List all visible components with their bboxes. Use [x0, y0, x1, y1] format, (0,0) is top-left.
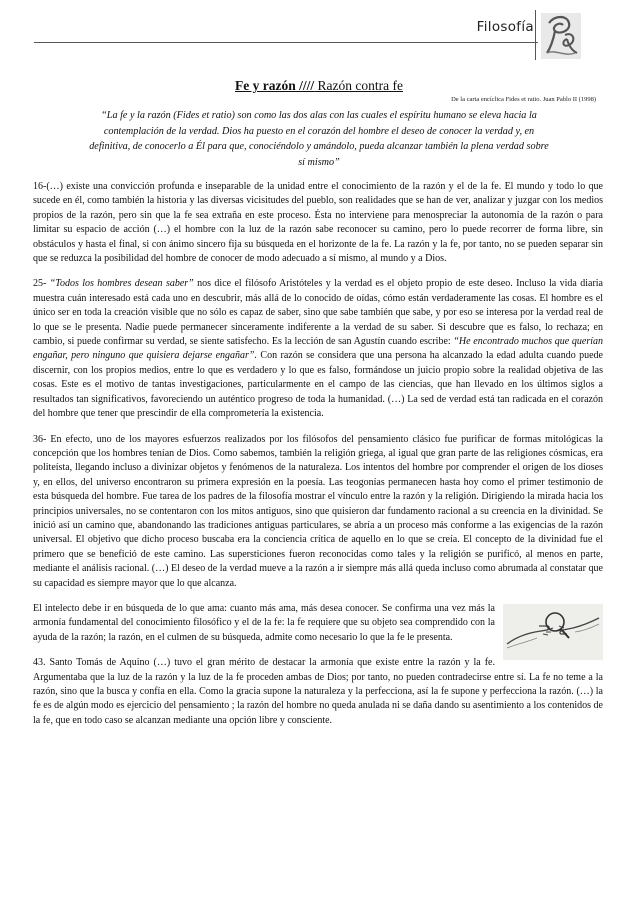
paragraph-25-text-a: nos dice el filósofo Aristóteles y la verdad es el objeto propio de este deseo. Incluso la vida diaria muestra cuán interesado está cada uno en descubrir, más allá de lo conocido de oídas, cómo están verdaderamente las cosas. El hombre es el único ser en toda la creación visible que no sólo es capaz de saber, sino que sabe también que sabe, y por eso se interesa por la verdad real de lo que se le presenta. Nadie puede permanecer sinceramente indiferente a la verdad de su saber. Si descubre que es falso, lo rechaza; en cambio, si puede confirmar su verdad, se siente satisfecho. Es la lección de san Agustín cuando escribe:: [33, 278, 603, 348]
source-citation: De la carta encíclica Fides et ratio. Juan Pablo II (1998): [451, 96, 596, 103]
header-divider: [535, 10, 536, 60]
aristotle-quote: “Todos los hombres desean saber”: [49, 278, 194, 290]
epigraph-quote: “La fe y la razón (Fides et ratio) son como las dos alas con las cuales el espíritu humano se eleva hacia la contemplación de la verdad. Dios ha puesto en el corazón del hombre el deseo de conocer la verdad y, en definitiva, de conocerlo a Él para que, conociéndolo y amándolo, pueda alcanzar también la plena verdad sobre sí mismo”: [89, 110, 549, 168]
paragraph-25: [33, 277, 603, 421]
paragraph-36: 36- En efecto, uno de los mayores esfuerzos realizados por los filósofos del pensamiento clásico fue purificar de formas mitológicas la concepción que los hombres tenían de Dios. Como sabemos, también la religión griega, al igual que gran parte de las religiones cósmicas, era politeísta, llegando incluso a divinizar objetos y fenómenos de la naturaleza. Los intentos del hombre por comprender el origen de los dioses y, en ellos, del universo encontraron su primera expresión en la poesía. Las teogonías permanecen hasta hoy como el primer testimonio de esta búsqueda del hombre. Fue tarea de los padres de la filosofía mostrar el vínculo entre la razón y la religión. Dirigiendo la mirada hacia los principios universales, no se contentaron con los mitos antiguos, sino que quisieron dar fundamento racional a su creencia en la divinidad. Se inició así un camino que, abandonando las tradiciones antiguas particulares, se abría a un proceso más conforme a las exigencias de la razón universal. El objetivo que dicho proceso buscaba era la conciencia crítica de aquello en lo que se creía. El concepto de la divinidad fue el primero que se benefició de este camino. Las supersticiones fueron reconocidas como tales y la religión se purificó, al menos en parte, mediante el análisis racional. (…) El deseo de la verdad mueve a la razón a ir siempre más allá queda incluso como abrumada al constatar que su capacidad es siempre mayor que lo que alcanza.: [33, 433, 603, 589]
title-bold-part: Fe y razón ////: [235, 78, 315, 93]
augustine-quote: “He encontrado muchos que querían engañar, pero ninguno que quisiera dejarse engañar”.: [33, 336, 603, 362]
document-body: [33, 180, 603, 739]
paragraph-16: 16-(…) existe una convicción profunda e inseparable de la unidad entre el conocimiento de la razón y el de la fe. El mundo y todo lo que sucede en él, como también la historia y las diversas vicisitudes del pueblo, son realidades que se han de ver, analizar y juzgar con los medios propios de la razón, pero sin que la fe sea extraña en este proceso. Ésta no interviene para menospreciar la autonomía de la razón o para limitar su espacio de acción (…) el hombre con la luz de la razón sabe reconocer su camino, pero lo puede recorrer de forma libre, sin obstáculos y hasta el final, si con ánimo sincero fija su búsqueda en el horizonte de la fe. La razón y la fe, por tanto, no se pueden separar sin que se reduzca la posibilidad del hombre de conocer de modo adecuado a sí mismo, al mundo y a Dios.: [33, 181, 603, 265]
page-header: [0, 0, 638, 62]
paragraph-25-number: 25-: [33, 278, 50, 290]
paragraph-43: 43. Santo Tomás de Aquino (…) tuvo el gran mérito de destacar la armonía que existe entre la razón y la fe. Argumentaba que la luz de la razón y la luz de la fe proceden ambas de Dios; por tanto, no pueden contradecirse entre sí. La fe no teme a la razón, sino que la busca y confía en ella. Como la gracia supone la naturaleza y la perfecciona, así la fe supone y perfecciona la razón. (…) la fe es de algún modo es ejercicio del pensamiento ; la razón del hombre no queda anulada ni se daña dando su asentimiento a los contenidos de la fe, que en todo caso se alcanzan mediante una opción libre y consciente.: [33, 657, 603, 726]
document-title: [0, 78, 638, 94]
intelecto-block: [33, 602, 603, 645]
section-title: Filosofía: [476, 19, 534, 35]
title-rest-part: Razón contra fe: [314, 78, 403, 93]
paragraph-25-text-b: Con razón se considera que una persona ha alcanzado la edad adulta cuando puede discernir, con los propios medios, entre lo que es verdadero y lo que es falso, formándose un juicio propio sobre la realidad objetiva de las cosas. Este es el motivo de tantas investigaciones, particularmente en el campo de las ciencias, que han llevado en los últimos siglos a resultados tan significativos, favoreciendo un auténtico progreso de toda la humanidad. (…) La sed de verdad está tan radicada en el corazón del hombre que tener que prescindir de ella comprometería la existencia.: [33, 350, 603, 420]
reaching-hands-creation-icon: [503, 604, 603, 660]
header-rule: [34, 42, 538, 43]
interlocking-script-monogram-icon: [541, 13, 581, 59]
paragraph-intelecto: El intelecto debe ir en búsqueda de lo que ama: cuanto más ama, más desea conocer. Se confirma una vez más la armonía fundamental del conocimiento filosófico y el de la fe: la fe requiere que su objeto sea comprendido con la ayuda de la razón; la razón, en el culmen de su búsqueda, admite como necesario lo que la fe le presenta.: [33, 602, 495, 643]
